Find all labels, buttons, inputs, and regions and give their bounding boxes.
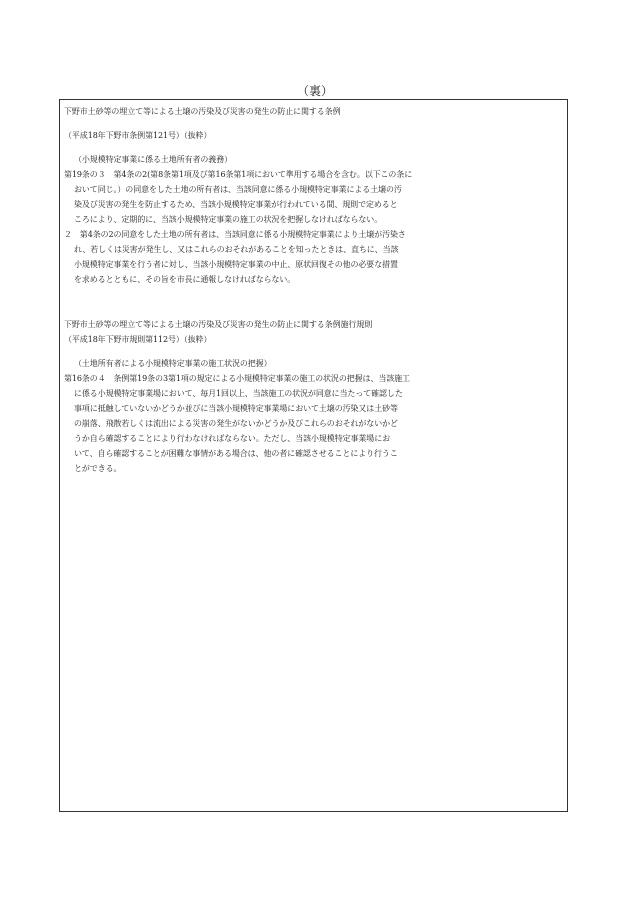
article-heading: （土地所有者による小規模特定事業の施工状況の把握） xyxy=(74,359,272,368)
article-line: 事項に抵触していないかどうか並びに当該小規模特定事業場において土壌の汚染又は土砂等 xyxy=(74,404,398,413)
article-heading: （小規模特定事業に係る土地所有者の義務） xyxy=(74,155,232,164)
article-line: 小規模特定事業を行う者に対し、当該小規模特定事業の中止、原状回復その他の必要な措置 xyxy=(74,260,398,269)
article-line: いて、自ら確認することが困難な事情がある場合は、他の者に確認させることにより行うこ xyxy=(74,449,398,458)
article-line: うか自ら確認することにより行わなければならない。ただし、当該小規模特定事業場にお xyxy=(74,434,390,443)
article-line: れ、若しくは災害が発生し、又はこれらのおそれがあることを知ったときは、直ちに、当該 xyxy=(74,245,399,254)
article-line: ころにより、定期的に、当該小規模特定事業の施工の状況を把握しなければならない。 xyxy=(74,215,383,224)
article-line: 染及び災害の発生を防止するため、当該小規模特定事業が行われている間、規則で定めると xyxy=(74,200,398,209)
page-side-label: （裏） xyxy=(296,84,333,98)
article-line: の崩落、飛散若しくは流出による災害の発生がないかどうか及びこれらのおそれがないかど xyxy=(74,419,398,428)
article-line: を求めるとともに、その旨を市長に通報しなければならない。 xyxy=(74,275,296,284)
article-line: 第16条の４ 条例第19条の3第1項の規定による小規模特定事業の施工の状況の把握は、当該施工 xyxy=(64,374,410,383)
article-line: とができる。 xyxy=(74,464,122,473)
article-line: 第19条の３ 第4条の2(第8条第1項及び第16条第1項において準用する場合を含む。以下この条に xyxy=(64,170,413,179)
article-line: ２ 第4条の2の同意をした土地の所有者は、当該同意に係る小規模特定事業により土壌が汚染さ xyxy=(64,230,406,239)
document-body xyxy=(64,104,566,476)
ordinance-title: 下野市土砂等の埋立て等による土壌の汚染及び災害の発生の防止に関する条例 xyxy=(64,107,341,116)
article-line: に係る小規模特定事業場において、毎月1回以上、当該施工の状況が同意に当たって確認した xyxy=(74,389,403,398)
regulation-title: 下野市土砂等の埋立て等による土壌の汚染及び災害の発生の防止に関する条例施行規則 xyxy=(64,320,373,329)
regulation-source: （平成18年下野市規則第112号）（抜粋） xyxy=(64,335,212,344)
ordinance-source: （平成18年下野市条例第121号）（抜粋） xyxy=(64,131,212,140)
article-line: おいて同じ。）の同意をした土地の所有者は、当該同意に係る小規模特定事業による土壌の汚 xyxy=(74,185,402,194)
